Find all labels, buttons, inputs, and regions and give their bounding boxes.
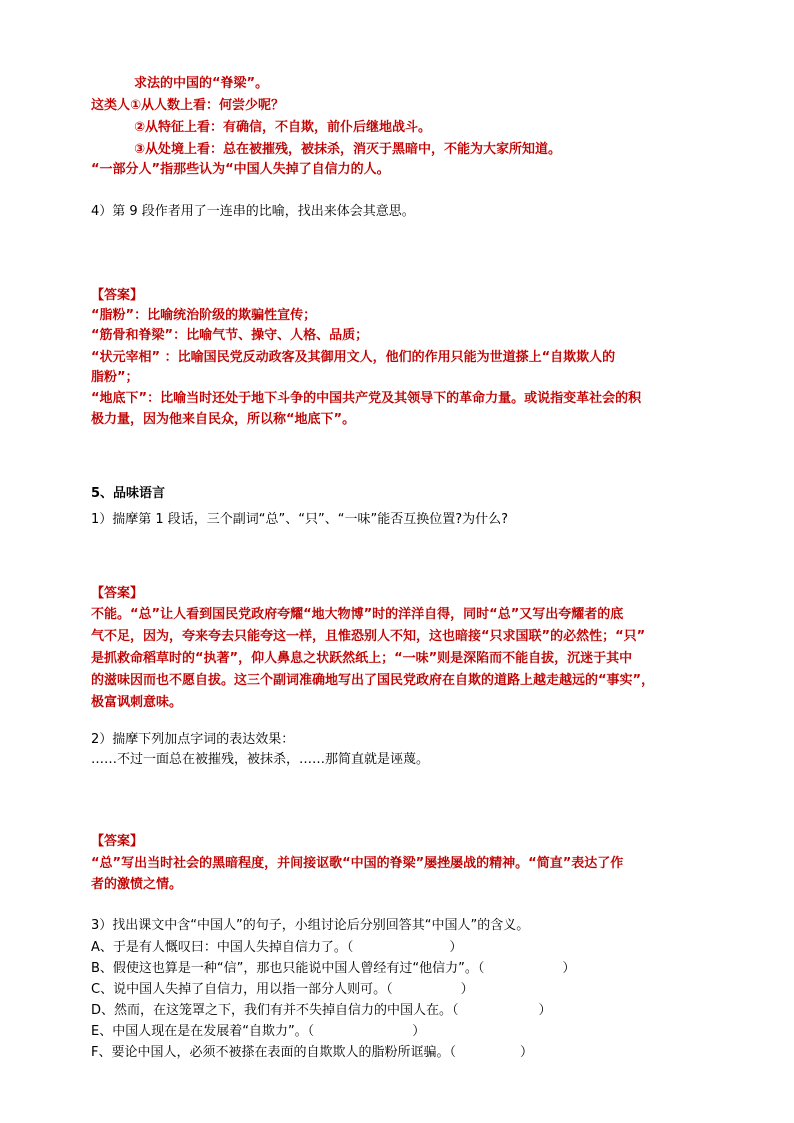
answer-line: 不能。“总”让人看到国民党政府夸耀“地大物博”时的洋洋自得，同时“总”又写出夸耀者的底	[91, 607, 624, 622]
answer-line: 极富讽刺意味。	[91, 695, 183, 710]
item-text: D、然而，在这笼罩之下，我们有并不失掉自信力的中国人在。（	[91, 1003, 459, 1018]
item-text: A、于是有人慨叹曰：中国人失掉自信力了。（	[91, 940, 354, 955]
item-text: B、假使这也算是一种“信”，那也只能说中国人曾经有过“他信力”。（	[91, 961, 485, 976]
blank-close: ）	[519, 1045, 533, 1060]
answer-line: ③从处境上看：总在被摧残，被抹杀，消灭于黑暗中，不能为大家所知道。	[134, 142, 562, 157]
blank-close: ）	[538, 1003, 552, 1018]
answer-line: “筋骨和脊梁”：比喻气节、操守、人格、品质；	[91, 328, 369, 343]
blank-close: ）	[412, 1024, 426, 1039]
item-text: F、要论中国人，必须不被搽在表面的自欺欺人的脂粉所诓骗。（	[91, 1045, 456, 1060]
answer-label: 【答案】	[91, 834, 144, 849]
question-4: 4）第 9 段作者用了一连串的比喻，找出来体会其意思。	[91, 204, 415, 219]
answer-line: 者的激愤之情。	[91, 877, 183, 892]
list-item	[91, 940, 462, 956]
blank-close: ）	[562, 961, 576, 976]
answer-line: 气不足，因为，夸来夸去只能夸这一样，且惟恐别人不知，这也暗接“只求国联”的必然性；“只”	[91, 629, 646, 644]
answer-line: “一部分人”指那些认为“中国人失掉了自信力的人。	[91, 162, 390, 177]
answer-line: 脂粉”；	[91, 370, 139, 385]
question-5-1: 1）揣摩第 1 段话，三个副词“总”、“只”、“一味”能否互换位置?为什么?	[91, 512, 509, 527]
list-item	[91, 1045, 533, 1061]
list-item	[91, 961, 575, 977]
answer-line: “脂粉”：比喻统治阶级的欺骗性宣传；	[91, 308, 317, 323]
answer-line	[91, 98, 284, 114]
item-text: E、中国人现在是在发展着“自欺力”。（	[91, 1024, 315, 1039]
answer-line: “状元宰相” ：比喻国民党反动政客及其御用文人，他们的作用只能为世道搽上“自欺欺人的	[91, 350, 616, 365]
question-5-2: 2）揣摩下列加点字词的表达效果：	[91, 732, 295, 747]
quoted-text: ……不过一面总在被摧残，被抹杀，……那简直就是诬蔑。	[91, 752, 430, 767]
blank-close: ）	[460, 982, 474, 997]
answer-line: 求法的中国的“脊梁”。	[134, 76, 269, 91]
answer-line: 的滋味因而也不愿自拔。这三个副词准确地写出了国民党政府在自欺的道路上越走越远的“事实”，	[91, 673, 655, 688]
answer-label: 【答案】	[91, 288, 144, 303]
blank-close: ）	[449, 940, 463, 955]
answer-label: 【答案】	[91, 586, 144, 601]
list-item	[91, 982, 474, 998]
answer-line: 是抓救命稻草时的“执著”，仰人鼻息之状跃然纸上；“一味”则是深陷而不能自拔，沉迷于其中	[91, 651, 633, 666]
section-heading: 5、品味语言	[91, 486, 166, 501]
answer-line: “地底下”：比喻当时还处于地下斗争的中国共产党及其领导下的革命力量。或说指变革社会的积	[91, 391, 642, 406]
item-text: C、说中国人失掉了自信力，用以指一部分人则可。（	[91, 982, 393, 997]
list-item	[91, 1003, 552, 1019]
answer-text: 这类人①从人数上看：何尝少呢？	[91, 98, 285, 113]
answer-line: “总”写出当时社会的黑暗程度，并间接讴歌“中国的脊梁”屡挫屡战的精神。“简直”表达了作	[91, 856, 624, 871]
list-item	[91, 1024, 425, 1040]
question-5-3: 3）找出课文中含“中国人”的句子，小组讨论后分别回答其“中国人”的含义。	[91, 918, 530, 933]
answer-line: 极力量，因为他来自民众，所以称“地底下”。	[91, 412, 356, 427]
answer-line: ②从特征上看：有确信，不自欺，前仆后继地战斗。	[134, 120, 432, 135]
